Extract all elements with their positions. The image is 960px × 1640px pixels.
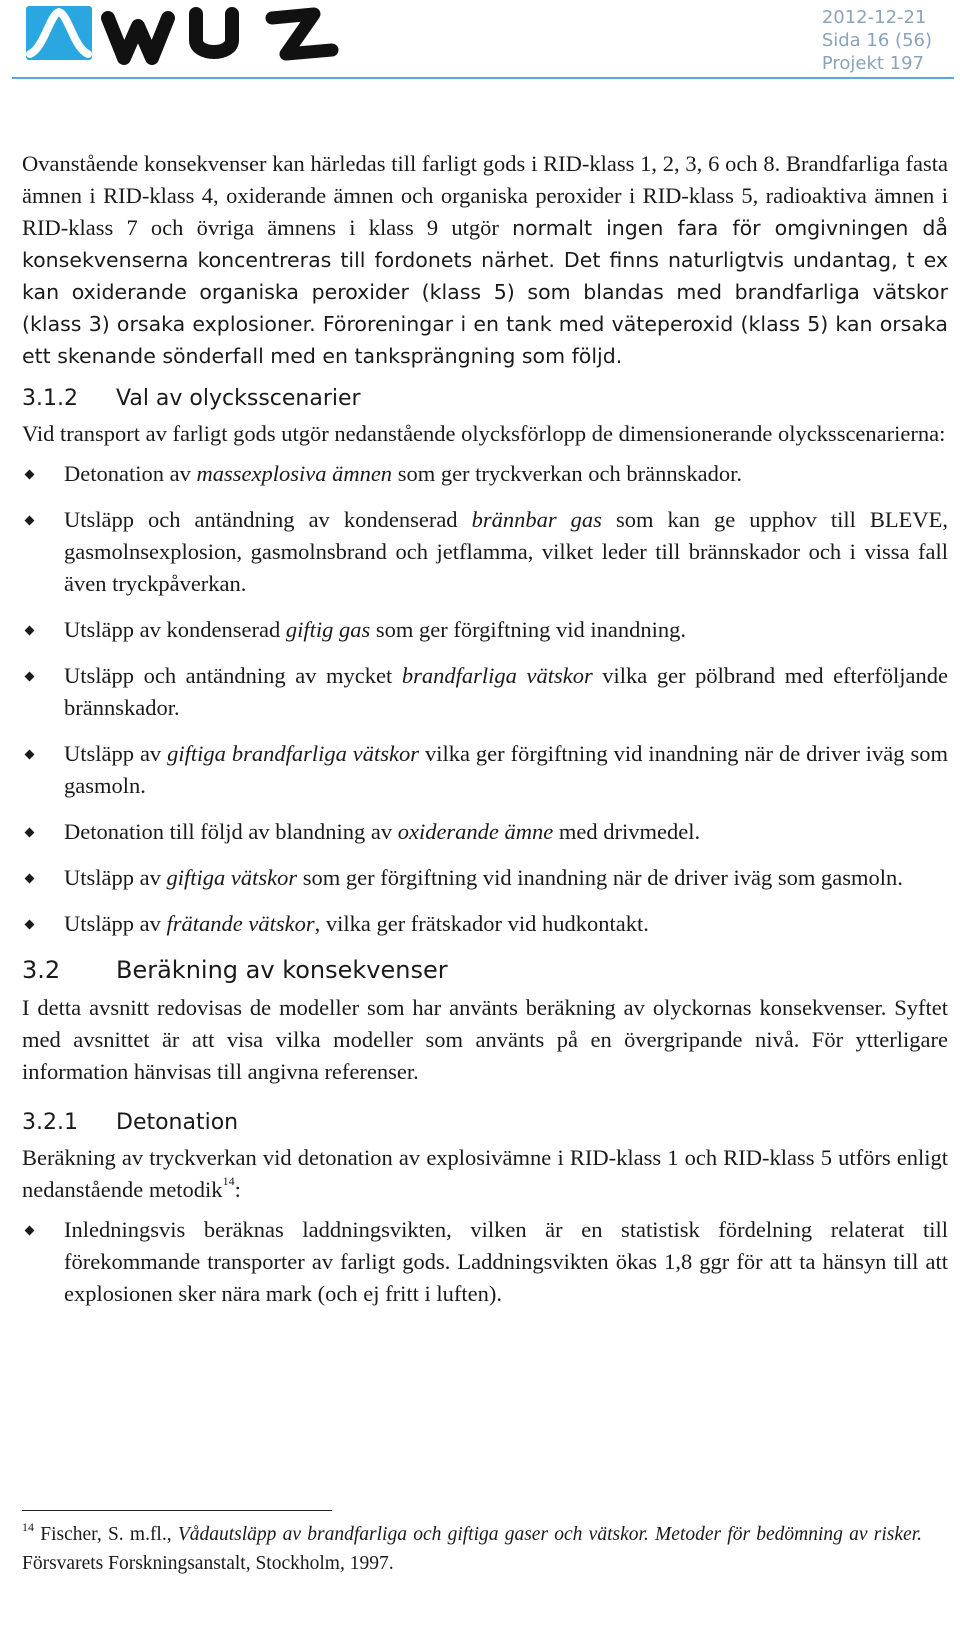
footnote-number: 14	[22, 1520, 34, 1534]
intro-text-b: normalt ingen fara för omgivningen då konsekvenserna koncentreras till fordonets närhet. Det finns naturligtvis undantag, t ex kan oxiderande organiska peroxider (klass 5) som blandas med brandfarliga vätskor (klass 3) orsaka explosioner. Föroreningar i en tank med väteperoxid (klass 5) kan orsaka ett skenande sönderfall med en tanksprängning som följd.	[22, 216, 948, 368]
footnote-ref[interactable]: 14	[222, 1174, 235, 1188]
section-number: 3.2	[22, 956, 61, 984]
list-item: Utsläpp av giftiga brandfarliga vätskor vilka ger förgiftning vid inandning när de driver iväg som gasmoln.	[22, 738, 948, 802]
section-3-2-1-text: Beräkning av tryckverkan vid detonation av explosivämne i RID-klass 1 och RID-klass 5 utförs enligt nedanstående metodik$^{14}$:	[22, 1145, 948, 1202]
bullet-diamond-icon	[25, 920, 35, 930]
list-item: Inledningsvis beräknas laddningsvikten, vilken är en statistisk fördelning relaterat till förekommande transporter av farligt gods. Laddningsvikten ökas 1,8 ggr för att ta hänsyn till att explosionen sker nära mark (och ej fritt i luften).	[22, 1214, 948, 1310]
list-item: Utsläpp av giftiga vätskor som ger förgiftning vid inandning när de driver iväg som gasmoln.	[22, 862, 948, 894]
method-list	[22, 1214, 948, 1310]
list-item: Utsläpp av frätande vätskor, vilka ger frätskador vid hudkontakt.	[22, 908, 948, 940]
footnote-separator	[22, 1510, 332, 1511]
bullet-diamond-icon	[25, 516, 35, 526]
section-heading-3-1-2	[22, 384, 948, 414]
section-title: Val av olycksscenarier	[116, 386, 361, 411]
list-item: Detonation av massexplosiva ämnen som ger tryckverkan och brännskador.	[22, 458, 948, 490]
section-number: 3.2.1	[22, 1110, 78, 1135]
section-title: Detonation	[116, 1110, 239, 1135]
page-content	[22, 148, 948, 1324]
section-heading-3-2	[22, 954, 948, 986]
footnote: $^{14}$ Fischer, S. m.fl., Vådautsläpp av brandfarliga och giftiga gaser och vätskor. Metoder för bedömning av risker. Försvarets Forskningsanstalt, Stockholm, 1997.	[22, 1520, 922, 1574]
list-item: Detonation till följd av blandning av oxiderande ämne med drivmedel.	[22, 816, 948, 848]
header-page: Sida 16 (56)	[821, 30, 932, 51]
bullet-diamond-icon	[25, 750, 35, 760]
intro-text-a: Ovanstående konsekvenser kan härledas till farligt gods i RID-klass 1, 2, 3, 6 och 8. Brandfarliga fasta ämnen i RID-klass 4, oxiderande ämnen och organiska peroxider i RID-klass 5, radioaktiva ämnen i RID-klass 7 och övriga ämnens i klass 9 utgör	[22, 151, 948, 240]
section-number: 3.1.2	[22, 386, 78, 411]
section-3-2-text: I detta avsnitt redovisas de modeller som har använts beräkning av olyckornas konsekvenser. Syftet med avsnittet är att visa vilka modeller som använts på en övergripande nivå. För ytterligare information hänvisas till angivna referenser.	[22, 995, 948, 1084]
scenario-list	[22, 458, 948, 940]
list-item: Utsläpp och antändning av mycket brandfarliga vätskor vilka ger pölbrand med efterföljande brännskador.	[22, 660, 948, 724]
section-3-1-2-intro: Vid transport av farligt gods utgör nedanstående olycksförlopp de dimensionerande olycksscenarierna:	[22, 421, 946, 446]
bullet-diamond-icon	[25, 1226, 35, 1236]
bullet-diamond-icon	[25, 828, 35, 838]
list-item: Utsläpp av kondenserad giftig gas som ger förgiftning vid inandning.	[22, 614, 948, 646]
page-header	[0, 0, 960, 90]
bullet-diamond-icon	[25, 470, 35, 480]
header-project: Projekt 197	[821, 53, 925, 74]
bullet-diamond-icon	[25, 874, 35, 884]
wuz-logo	[24, 4, 364, 66]
bullet-diamond-icon	[25, 672, 35, 682]
list-item: Utsläpp och antändning av kondenserad brännbar gas som kan ge upphov till BLEVE, gasmolnsexplosion, gasmolnsbrand och jetflamma, vilket leder till brännskador och i vissa fall även tryckpåverkan.	[22, 504, 948, 600]
section-heading-3-2-1	[22, 1108, 948, 1138]
header-rule	[12, 77, 954, 79]
section-title: Beräkning av konsekvenser	[116, 956, 448, 984]
header-meta	[822, 6, 932, 75]
intro-paragraph	[22, 148, 948, 372]
bullet-diamond-icon	[25, 626, 35, 636]
header-date: 2012-12-21	[821, 7, 927, 28]
